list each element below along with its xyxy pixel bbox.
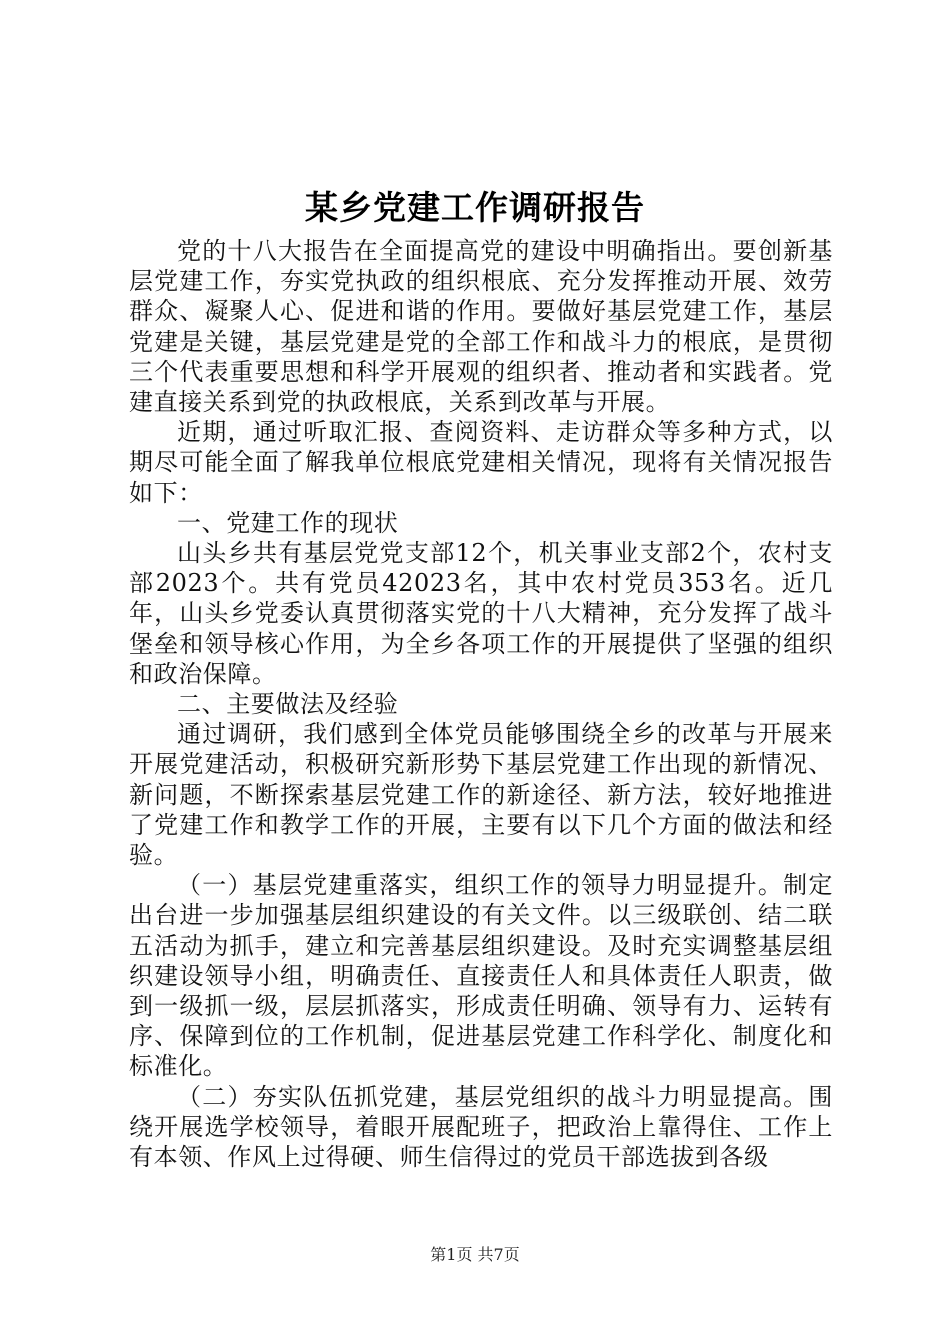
section-heading: 一、党建工作的现状 [177,508,399,537]
document-body [129,236,833,1172]
section-heading: 二、主要做法及经验 [177,690,399,719]
document-title: 某乡党建工作调研报告 [305,188,645,227]
paragraph: （一）基层党建重落实，组织工作的领导力明显提升。制定出台进一步加强基层组织建设的有关文件。以三级联创、结二联五活动为抓手，建立和完善基层组织建设。及时充实调整基层组织建设领导小组，明确责任、直接责任人和具体责任人职责，做到一级抓一级，层层抓落实，形成责任明确、领导有力、运转有序、保障到位的工作机制，促进基层党建工作科学化、制度化和标准化。 [129,871,833,1081]
page-number: 第1页 共7页 [430,1245,520,1264]
paragraph: 通过调研，我们感到全体党员能够围绕全乡的改革与开展来开展党建活动，积极研究新形势下基层党建工作出现的新情况、新问题，不断探索基层党建工作的新途径、新方法，较好地推进了党建工作和教学工作的开展，主要有以下几个方面的做法和经验。 [129,720,833,870]
paragraph: 党的十八大报告在全面提高党的建设中明确指出。要创新基层党建工作，夯实党执政的组织根底、充分发挥推动开展、效劳群众、凝聚人心、促进和谐的作用。要做好基层党建工作，基层党建是关键，基层党建是党的全部工作和战斗力的根底，是贯彻三个代表重要思想和科学开展观的组织者、推动者和实践者。党建直接关系到党的执政根底，关系到改革与开展。 [129,237,833,417]
paragraph: 山头乡共有基层党党支部12个，机关事业支部2个，农村支部2023个。共有党员42023名，其中农村党员353名。近几年，山头乡党委认真贯彻落实党的十八大精神，充分发挥了战斗堡垒和领导核心作用，为全乡各项工作的开展提供了坚强的组织和政治保障。 [129,539,833,688]
paragraph: 近期，通过听取汇报、查阅资料、走访群众等多种方式，以期尽可能全面了解我单位根底党建相关情况，现将有关情况报告如下： [129,418,833,507]
paragraph: （二）夯实队伍抓党建，基层党组织的战斗力明显提高。围绕开展选学校领导，着眼开展配班子，把政治上靠得住、工作上有本领、作风上过得硬、师生信得过的党员干部选拔到各级 [129,1082,833,1172]
